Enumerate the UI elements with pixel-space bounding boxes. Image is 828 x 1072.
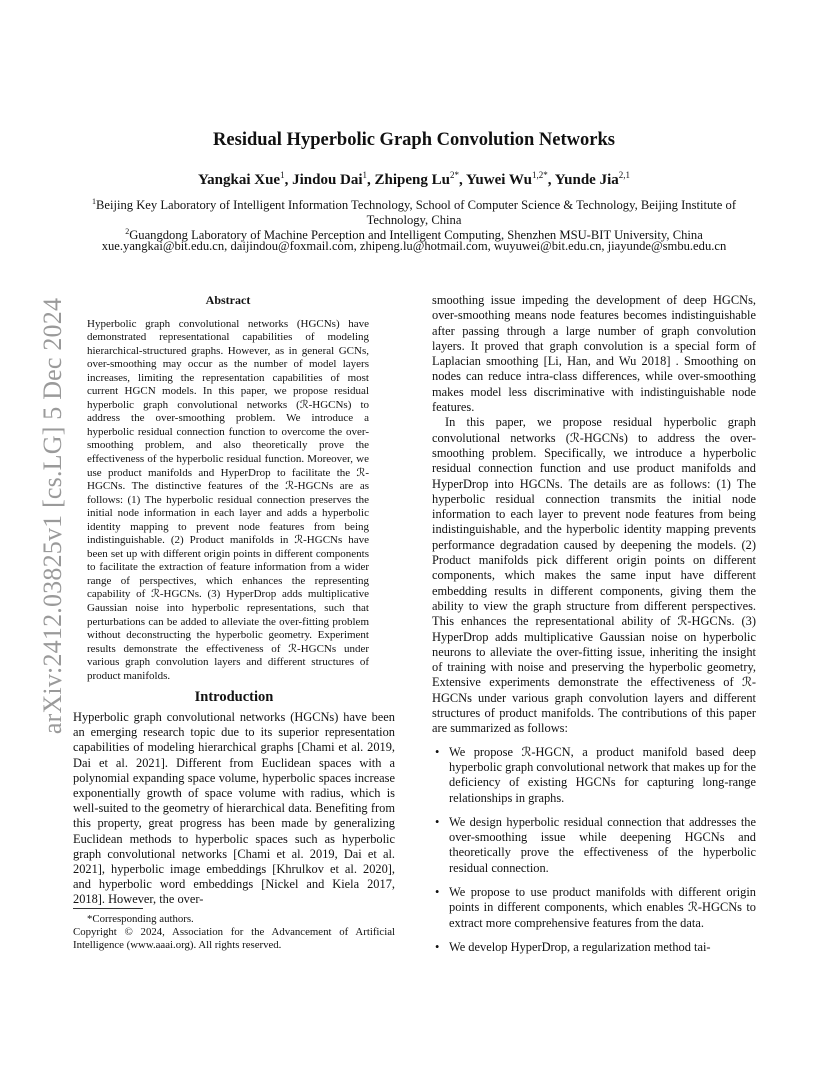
affiliation-text: Beijing Key Laboratory of Intelligent Information Technology, School of Computer Science & Technology, Beijing Institute of Technology, China: [95, 198, 737, 228]
author-affiliation-mark: 2*: [450, 170, 460, 180]
abstract-section: [87, 294, 369, 683]
author-name: Yunde Jia: [554, 172, 619, 188]
paper-title: Residual Hyperbolic Graph Convolution Networks: [213, 130, 615, 150]
author-name: Yuwei Wu: [465, 172, 532, 188]
author-affiliation-mark: 1: [280, 170, 285, 180]
author-affiliation-mark: 1: [362, 170, 368, 180]
arxiv-identifier-stamp: [36, 266, 70, 766]
author-name: Jindou Dai: [292, 172, 363, 188]
contribution-item: • We develop HyperDrop, a regularization method tai-: [432, 940, 756, 955]
affiliation-text: Guangdong Laboratory of Machine Perception and Intelligent Computing, Shenzhen MSU-BIT University, China: [129, 228, 703, 243]
author-emails: xue.yangkai@bit.edu.cn, daijindou@foxmail.com, zhipeng.lu@hotmail.com, wuyuwei@bit.edu.cn, jiayunde@smbu.edu.cn: [101, 239, 727, 253]
body-paragraph: smoothing issue impeding the development of deep HGCNs, over-smoothing means node features becomes indistinguishable after passing through a large number of graph convolution layers. It proved that graph convolution is a special form of Laplacian smoothing [Li, Han, and Wu 2018] . Smoothing on nodes can reduce intra-class differences, while over-smoothing makes model less discriminative with indistinguishable node features.: [432, 293, 756, 415]
introduction-section: [73, 710, 395, 908]
contribution-item: • We propose ℛ-HGCN, a product manifold based deep hyperbolic graph convolutional network that makes up for the deficiency of existing HGCNs for capturing long-range relationships in graphs.: [432, 745, 756, 806]
author-separator: ,: [547, 172, 555, 188]
introduction-paragraph: Hyperbolic graph convolutional networks (HGCNs) have been an emerging research topic due to its superior representation capabilities of modeling hierarchical graphs [Chami et al. 2019, Dai et al. 2021]. Different from Euclidean spaces with a polynomial expanding space volume, hyperbolic spaces increase exponentially growth of space volume with radius, which is well-suited to the geometry of hierarchical data. Benefiting from this property, great progress has been made by generalizing Euclidean methods to hyperbolic spaces such as hyperbolic graph convolutional networks [Chami et al. 2019, Dai et al. 2021], hyperbolic image embeddings [Khrulkov et al. 2020], and hyperbolic word embeddings [Nickel and Kiela 2017, 2018]. However, the over-: [73, 710, 395, 907]
contribution-item: • We propose to use product manifolds with different origin points in different components, which enables ℛ-HGCNs to extract more comprehensive features from the data.: [432, 885, 756, 931]
body-paragraph: In this paper, we propose residual hyperbolic graph convolutional networks (ℛ-HGCNs) to address the over-smoothing problem. Specifically, we introduce a hyperbolic residual connection function and use product manifolds and HyperDrop into HGCNs. The details are as follows: (1) The hyperbolic residual connection transmits the initial node information to each layer to prevent node features from being indistinguishable, and the hyperbolic identity mapping prevents performance degradation caused by deepening the models. (2) Product manifolds pick different origin points on different components, which makes the same input have different embedding results in different components, giving them the ability to view the graph structure from different perspectives. This enhances the representational ability of ℛ-HGCNs. (3) HyperDrop adds multiplicative Gaussian noise on hyperbolic neurons to alleviate the over-fitting issue, inheriting the insight of training with noise and preserving the hyperbolic geometry, Extensive experiments demonstrate the effectiveness of ℛ-HGCNs under various graph convolution layers and different structures of product manifolds. The contributions of this paper are summarized as follows:: [432, 415, 756, 736]
arxiv-identifier-text: arXiv:2412.03825v1 [cs.LG] 5 Dec 2024: [38, 297, 67, 735]
corresponding-author-note: *Corresponding authors.: [87, 913, 194, 925]
author-affiliation-mark: 1,2*: [531, 170, 548, 180]
introduction-heading: Introduction: [194, 689, 274, 705]
right-column-text: [432, 293, 756, 964]
author-name: Yangkai Xue: [197, 172, 281, 188]
abstract-text: Hyperbolic graph convolutional networks (HGCNs) have demonstrated representational capabilities of modeling hierarchical-structured graphs. However, as in general GCNs, over-smoothing may occur as the number of model layers increases, limiting the representation capabilities of most current HGCN models. In this paper, we propose residual hyperbolic graph convolutional networks (ℛ-HGCNs) to address the over-smoothing problem. We introduce a hyperbolic residual connection function to overcome the over-smoothing problem, and also theoretically prove the effectiveness of the hyperbolic residual function. Moreover, we use product manifolds and HyperDrop to facilitate the ℛ-HGCNs. The distinctive features of the ℛ-HGCNs are as follows: (1) The hyperbolic residual connection preserves the initial node information in each layer and adds a hyperbolic identity mapping to prevent node features from being indistinguishable. (2) Product manifolds in ℛ-HGCNs have been set up with different origin points in different components to facilitate the extraction of feature information from a wider range of perspectives, which enhances the representing capability of ℛ-HGCNs. (3) HyperDrop adds multiplicative Gaussian noise into hyperbolic representations, such that perturbations can be added to alleviate the over-fitting problem without deconstructing the hyperbolic geometry. Experiment results demonstrate the effectiveness of ℛ-HGCNs under various graph convolution layers and different structures of product manifolds.: [87, 317, 369, 682]
contribution-item: • We design hyperbolic residual connection that addresses the over-smoothing issue while deepening HGCNs and theoretically prove the effectiveness of the hyperbolic residual connection.: [432, 815, 756, 876]
footnote-rule: [73, 908, 143, 909]
author-separator: ,: [459, 172, 466, 188]
footnote: [73, 913, 395, 952]
abstract-heading: Abstract: [205, 293, 251, 307]
author-separator: ,: [367, 172, 375, 188]
contributions-list: [432, 745, 756, 956]
affiliation-mark: 2: [125, 227, 130, 236]
author-separator: ,: [284, 172, 293, 188]
copyright-notice: Copyright © 2024, Association for the Advancement of Artificial Intelligence (www.aaai.org). All rights reserved.: [73, 926, 395, 951]
author-affiliation-mark: 2,1: [618, 170, 630, 180]
affiliation-mark: 1: [91, 197, 96, 206]
author-name: Zhipeng Lu: [374, 172, 451, 188]
author-list: [0, 170, 828, 189]
